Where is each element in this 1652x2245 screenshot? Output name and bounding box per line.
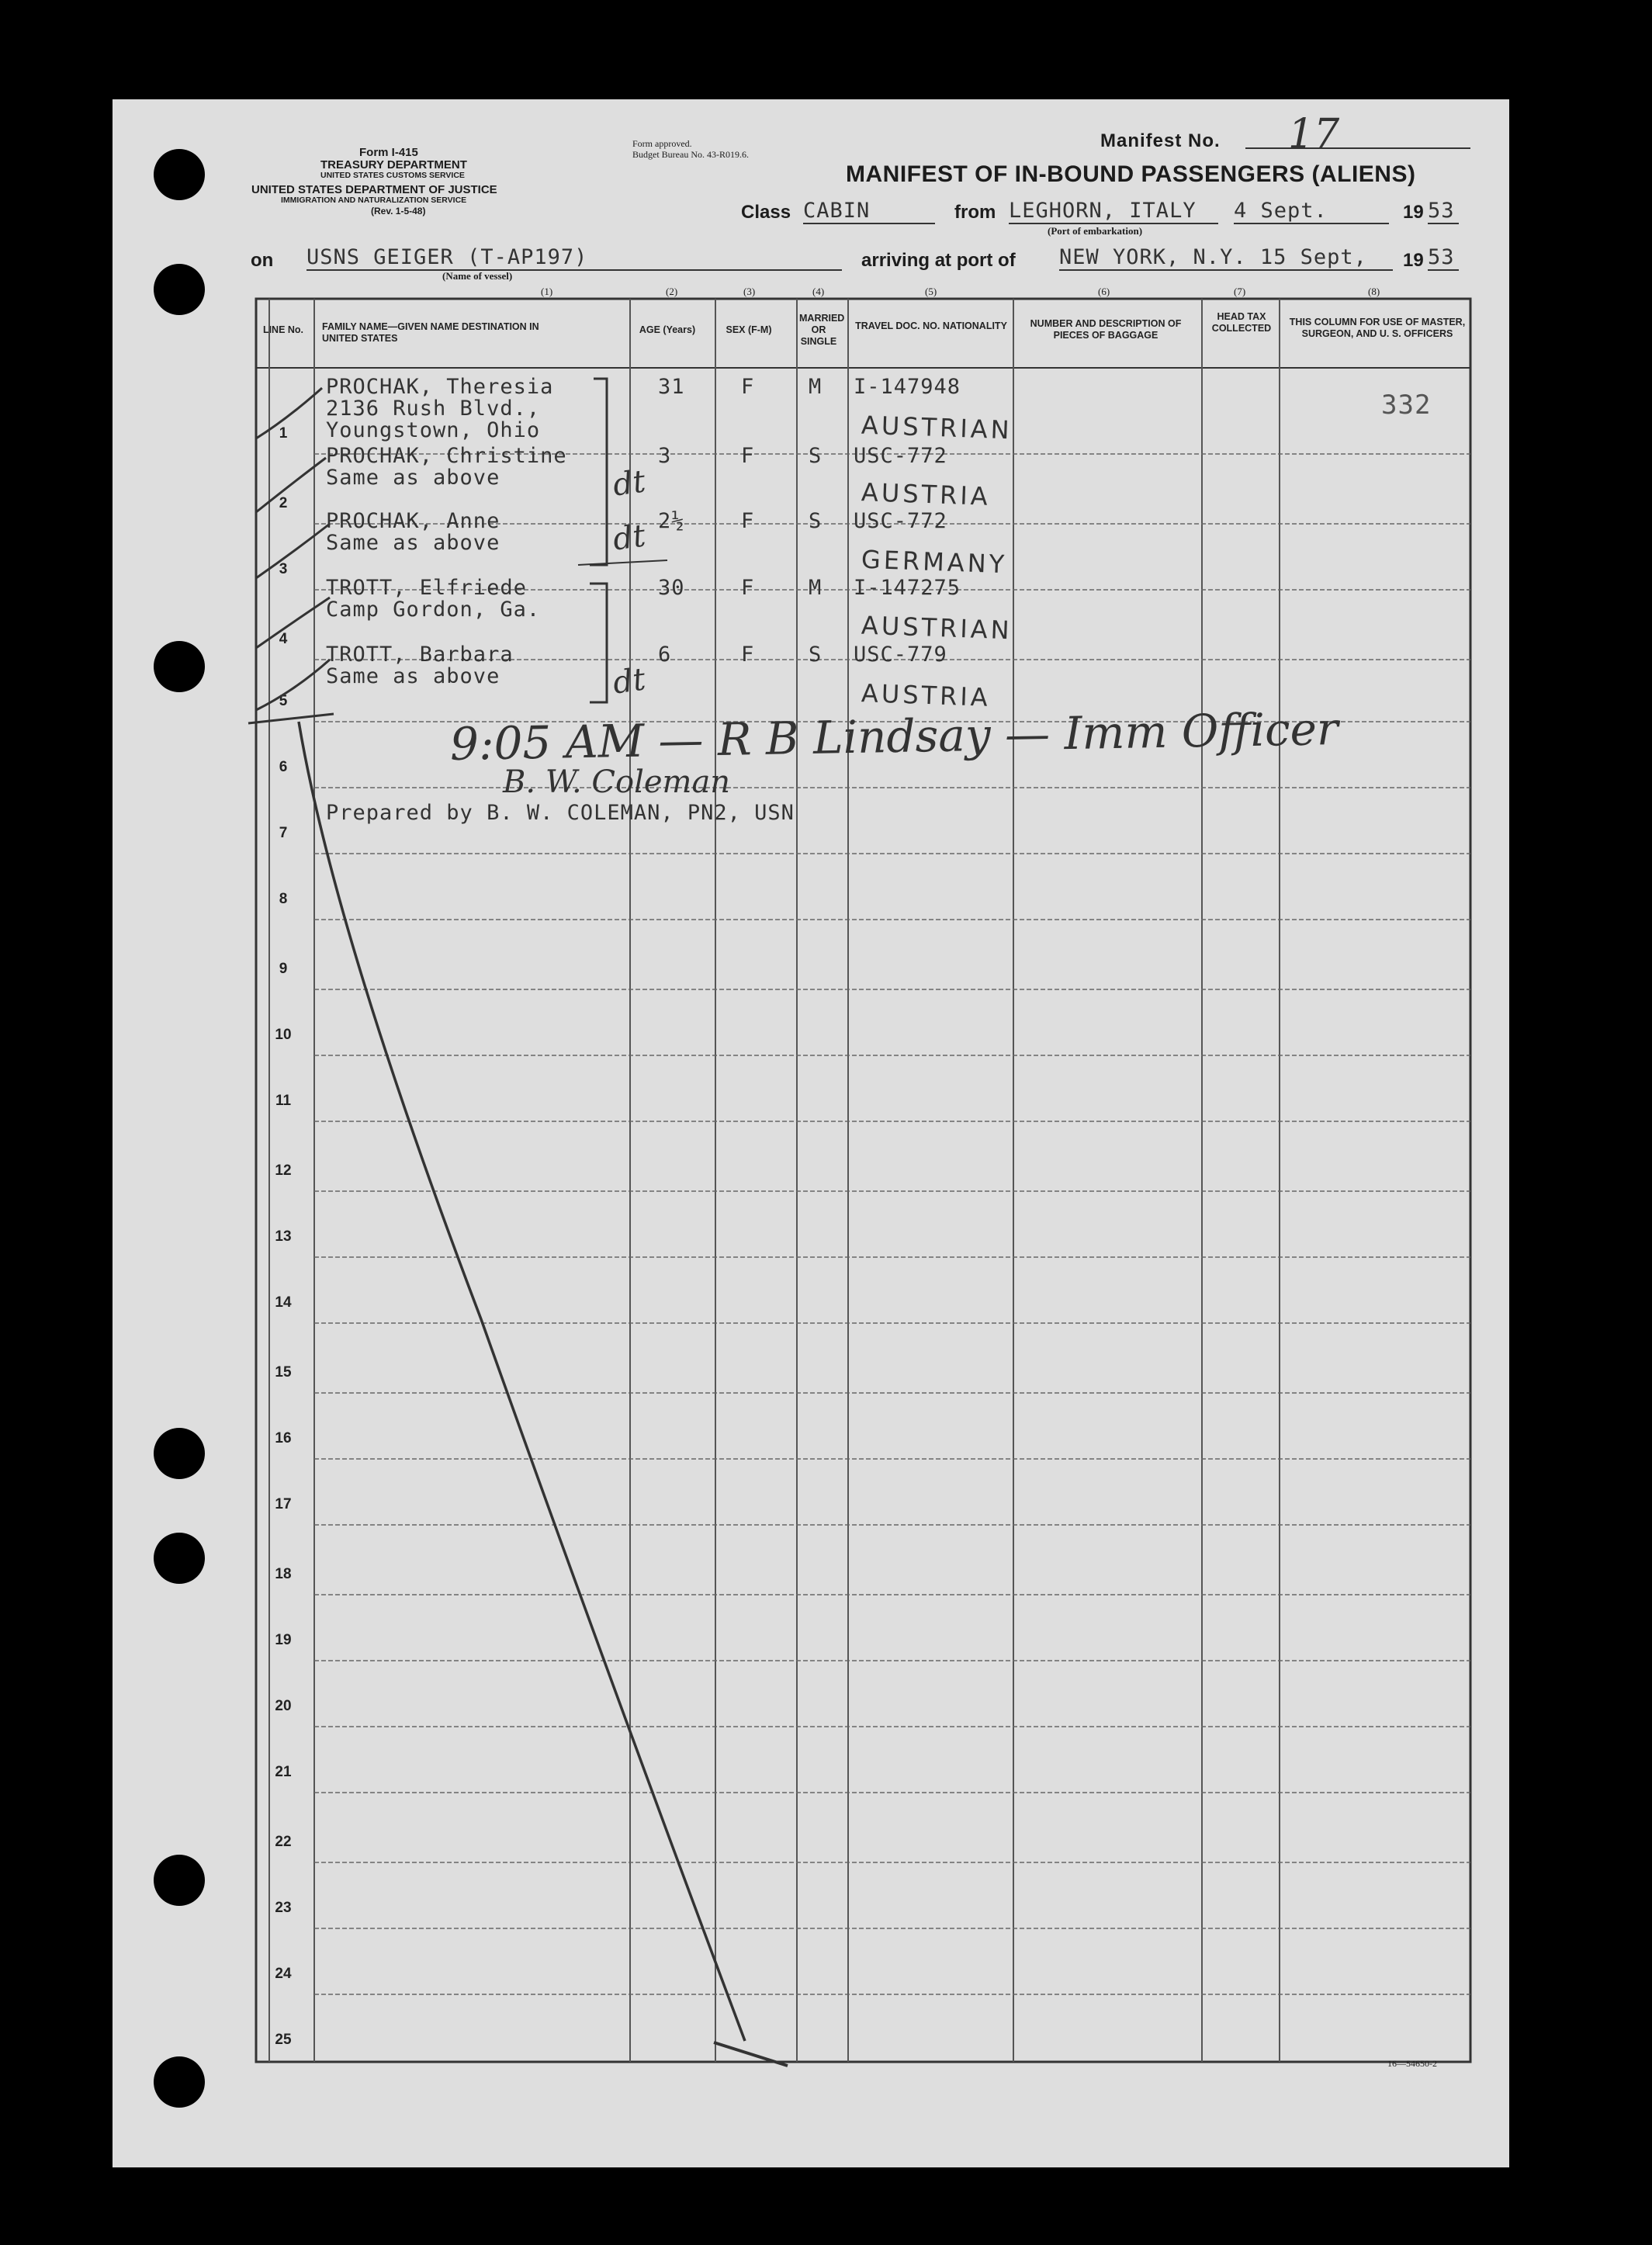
header-married-single: MARRIED OR SINGLE (799, 313, 845, 347)
inspector-note: 9:05 AM — R B Lindsay — Imm Officer (449, 702, 1339, 771)
passenger-address: 2136 Rush Blvd., (326, 397, 541, 421)
budget-bureau-number: Budget Bureau No. 43-R019.6. (632, 149, 749, 160)
header-sex: SEX (F-M) (726, 324, 772, 335)
manifest-number: 17 (1288, 111, 1340, 158)
line-number: 16 (275, 1430, 292, 1446)
line-number: 22 (275, 1834, 292, 1850)
line-number: 10 (275, 1027, 292, 1043)
passenger-age: 31 (658, 375, 685, 399)
passenger-sex: F (741, 444, 755, 468)
passenger-age: 2½ (658, 509, 685, 533)
passenger-sex: F (741, 643, 755, 667)
travel-document-number: USC-779 (854, 643, 947, 667)
form-number: Form I-415 (359, 146, 418, 159)
form-revision: (Rev. 1-5-48) (371, 206, 426, 217)
travel-document-number: USC-772 (854, 444, 947, 468)
header-officers-column: THIS COLUMN FOR USE OF MASTER, SURGEON, AND U. S. OFFICERS (1289, 317, 1466, 339)
passenger-name: PROCHAK, Anne (326, 509, 500, 533)
line-number: 4 (279, 631, 288, 647)
line-number: 24 (275, 1966, 292, 1982)
header-head-tax: HEAD TAX COLLECTED (1211, 311, 1272, 334)
relation-mark: dt (611, 518, 648, 558)
passenger-age: 30 (658, 576, 685, 600)
vessel-name: USNS GEIGER (T-AP197) (307, 245, 842, 271)
treasury-department: TREASURY DEPARTMENT (320, 158, 467, 171)
line-number: 12 (275, 1162, 292, 1179)
on-label: on (251, 250, 274, 271)
preparer-signature: B. W. Coleman (503, 764, 731, 800)
header-baggage: NUMBER AND DESCRIPTION OF PIECES OF BAGGAGE (1030, 318, 1182, 341)
form-approved: Form approved. (632, 138, 692, 149)
travel-document-number: USC-772 (854, 509, 947, 533)
prepared-by: Prepared by B. W. COLEMAN, PN2, USN (326, 801, 795, 825)
header-line-no: LINE No. (262, 324, 304, 335)
line-number: 9 (279, 961, 288, 977)
column-number: (1) (541, 286, 553, 297)
passenger-nationality: AUSTRIAN (861, 410, 1013, 445)
arrival-year-prefix: 19 (1403, 250, 1424, 271)
column-number: (4) (812, 286, 825, 297)
official-stamp-number: 332 (1381, 390, 1432, 421)
passenger-sex: F (741, 375, 755, 399)
travel-document-number: I-147275 (854, 576, 961, 600)
column-number: (8) (1368, 286, 1380, 297)
column-number: (2) (666, 286, 678, 297)
line-number: 13 (275, 1228, 292, 1245)
passenger-address-line2: Youngstown, Ohio (326, 418, 541, 442)
line-number: 3 (279, 561, 288, 577)
line-number: 18 (275, 1566, 292, 1582)
column-number: (5) (925, 286, 937, 297)
passenger-nationality: AUSTRIA (861, 477, 992, 511)
ins-service: IMMIGRATION AND NATURALIZATION SERVICE (281, 196, 467, 205)
passenger-address: Same as above (326, 466, 500, 490)
arrival-port: NEW YORK, N.Y. 15 Sept, (1059, 245, 1393, 271)
passenger-nationality: AUSTRIAN (861, 610, 1013, 646)
column-number: (7) (1234, 286, 1246, 297)
passenger-sex: F (741, 576, 755, 600)
passenger-address: Camp Gordon, Ga. (326, 598, 541, 622)
arrival-year: 53 (1428, 245, 1459, 271)
line-number: 2 (279, 495, 288, 511)
passenger-marital-status: S (809, 509, 823, 533)
passenger-age: 6 (658, 643, 672, 667)
line-number: 6 (279, 759, 288, 775)
column-number: (3) (743, 286, 756, 297)
from-label: from (954, 202, 996, 223)
line-number: 14 (275, 1294, 292, 1311)
passenger-name: PROCHAK, Theresia (326, 375, 554, 399)
embarkation-year-prefix: 19 (1403, 202, 1424, 223)
port-embarkation-caption: (Port of embarkation) (1048, 225, 1143, 237)
print-code: 16—54650-2 (1387, 2058, 1437, 2069)
relation-mark: dt (611, 463, 648, 504)
department-of-justice: UNITED STATES DEPARTMENT OF JUSTICE (251, 183, 497, 196)
line-number: 17 (275, 1496, 292, 1512)
manifest-title: MANIFEST OF IN-BOUND PASSENGERS (ALIENS) (846, 161, 1416, 187)
line-number: 23 (275, 1900, 292, 1916)
header-name-destination: FAMILY NAME—GIVEN NAME DESTINATION IN UNITED STATES (322, 321, 539, 344)
line-number: 19 (275, 1632, 292, 1648)
travel-document-number: I-147948 (854, 375, 961, 399)
port-of-embarkation: LEGHORN, ITALY (1009, 199, 1218, 224)
passenger-marital-status: M (809, 375, 823, 399)
line-number: 20 (275, 1698, 292, 1714)
relation-mark: dt (611, 661, 648, 702)
line-number: 25 (275, 2032, 292, 2048)
passenger-marital-status: S (809, 444, 823, 468)
passenger-marital-status: M (809, 576, 823, 600)
passenger-address: Same as above (326, 531, 500, 555)
line-number: 15 (275, 1364, 292, 1381)
header-travel-doc-nationality: TRAVEL DOC. NO. NATIONALITY (855, 320, 1007, 331)
line-number: 21 (275, 1764, 292, 1780)
passenger-sex: F (741, 509, 755, 533)
line-number: 7 (279, 825, 288, 841)
arriving-label: arriving at port of (861, 250, 1016, 271)
line-number: 8 (279, 891, 288, 907)
customs-service: UNITED STATES CUSTOMS SERVICE (320, 171, 465, 180)
class-value: CABIN (803, 199, 935, 224)
column-number: (6) (1098, 286, 1110, 297)
embarkation-date: 4 Sept. (1234, 199, 1389, 224)
vessel-caption: (Name of vessel) (442, 270, 513, 282)
line-number: 1 (279, 425, 288, 442)
passenger-nationality: AUSTRIA (861, 678, 992, 712)
passenger-name: TROTT, Elfriede (326, 576, 527, 600)
passenger-age: 3 (658, 444, 672, 468)
line-number: 11 (275, 1093, 292, 1109)
passenger-address: Same as above (326, 664, 500, 688)
passenger-name: PROCHAK, Christine (326, 444, 567, 468)
line-number: 5 (279, 693, 288, 709)
embarkation-year: 53 (1428, 199, 1459, 224)
passenger-name: TROTT, Barbara (326, 643, 514, 667)
class-label: Class (741, 202, 791, 223)
passenger-nationality: GERMANY (861, 544, 1008, 580)
manifest-number-label: Manifest No. (1100, 130, 1221, 151)
header-age: AGE (Years) (639, 324, 696, 335)
passenger-marital-status: S (809, 643, 823, 667)
